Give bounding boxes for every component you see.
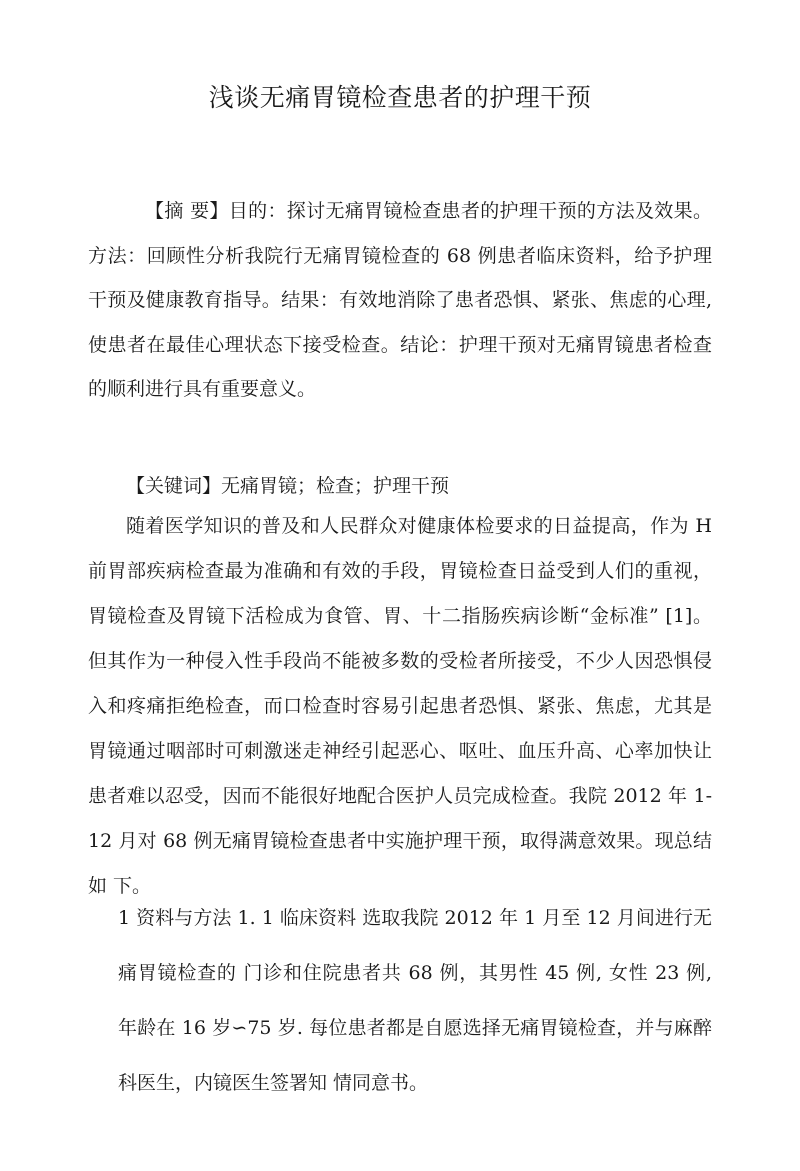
abstract-paragraph: 【摘 要】目的：探讨无痛胃镜检查患者的护理干预的方法及效果。 方法：回顾性分析我院行无痛胃镜检查的 68 例患者临床资料，给予护理 干预及健康教育指导。结果：有效地消除了患者恐惧、紧张、焦虑的心理, 使患者在最佳心理状态下接受检查。结论：护理干预对无痛胃镜患者检查 的顺利进行具有重要意义。 <box>88 200 712 400</box>
methods-paragraph: 1 资料与方法 1. 1 临床资料 选取我院 2012 年 1 月至 12 月间进行无痛胃镜检查的 门诊和住院患者共 68 例，其男性 45 例, 女性 23 例, 年龄在 16 岁∽75 岁. 每位患者都是自愿选择无痛胃镜检查，并与麻醉科医生，内镜医生签署知 情同意书。 <box>118 907 712 1094</box>
document-title: 浅谈无痛胃镜检查患者的护理干预 <box>208 83 592 112</box>
intro-paragraph: 随着医学知识的普及和人民群众对健康体检要求的日益提高，作为 H 前胃部疾病检查最为准确和有效的手段，胃镜检查日益受到人们的重视， 胃镜检查及胃镜下活检成为食管、胃、十二指肠疾病诊断“金标准” [1]。 但其作为一种侵入性手段尚不能被多数的受检者所接受，不少人因恐惧侵 入和疼痛拒绝检查，而口检查时容易引起患者恐惧、紧张、焦虑，尤其是 胃镜通过咽部时可刺激迷走神经引起恶心、呕吐、血压升高、心率加快让 患者难以忍受，因而不能很好地配合医护人员完成检查。我院 2012 年 1-12 月对 68 例无痛胃镜检查患者中实施护理干预，取得满意效果。现总结如 下。 <box>88 515 712 897</box>
keywords-line: 【关键词】无痛胃镜；检查；护理干预 <box>126 475 450 497</box>
